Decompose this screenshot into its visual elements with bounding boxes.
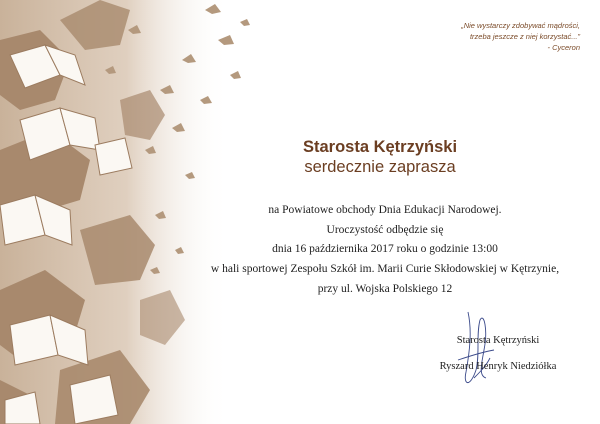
quote-line-2: trzeba jeszcze z niej korzystać...” — [469, 32, 580, 41]
body-line-ceremony: Uroczystość odbędzie się — [326, 224, 444, 236]
body-line-date: dnia 16 października 2017 roku o godzinie 13:00 — [272, 243, 498, 255]
quote-author: - Cyceron — [547, 43, 580, 52]
body-line-occasion: na Powiatowe obchody Dnia Edukacji Narodowej. — [268, 204, 502, 216]
signature-title: Starosta Kętrzyński — [456, 335, 540, 346]
invitation-host: Starosta Kętrzyński — [302, 138, 458, 156]
quote-line-1: „Nie wystarczy zdobywać mądrości, — [461, 21, 580, 30]
signature-name: Ryszard Henryk Niedziółka — [439, 361, 557, 372]
body-line-address: przy ul. Wojska Polskiego 12 — [317, 283, 453, 295]
quote-block — [380, 20, 580, 53]
body-line-venue: w hali sportowej Zespołu Szkół im. Marii Curie Skłodowskiej w Kętrzynie, — [210, 263, 560, 275]
invitation-subtitle: serdecznie zaprasza — [304, 158, 456, 176]
